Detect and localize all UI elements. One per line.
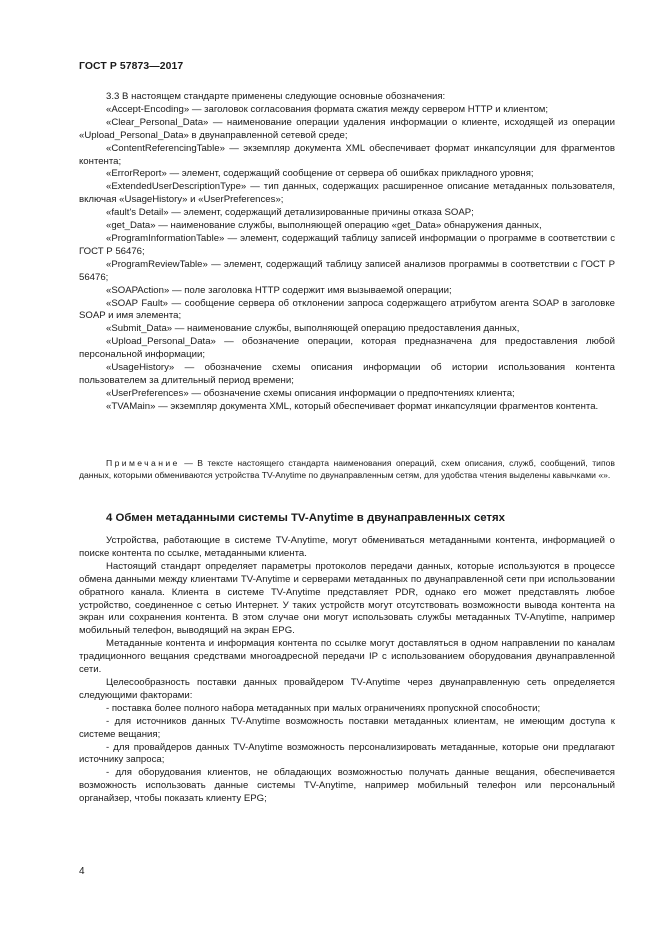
definition-item: «ContentReferencingTable» — экземпляр документа XML обеспечивает формат инкапсуляции для фрагментов контента; [79, 142, 615, 167]
factor-item: - для источников данных TV-Anytime возможность поставки метаданных клиентам, не имеющим доступа к системе вещания; [79, 715, 615, 740]
section-paragraph: Целесообразность поставки данных провайдером TV-Anytime через двунаправленную сеть определяется следующими факторами: [79, 676, 615, 701]
definition-item: «ProgramInformationTable» — элемент, содержащий таблицу записей информации о программе в соответствии с ГОСТ Р 56476; [79, 232, 615, 257]
note-paragraph [79, 458, 615, 481]
definition-item: «SOAPAction» — поле заголовка HTTP содержит имя вызываемой операции; [106, 284, 452, 296]
definition-item: «Submit_Data» — наименование службы, выполняющей операцию предоставления данных, [106, 323, 520, 335]
note-label: Примечание [106, 458, 180, 468]
definition-item: «TVAMain» — экземпляр документа XML, который обеспечивает формат инкапсуляции фрагментов контента. [106, 400, 599, 412]
definition-item: «fault's Detail» — элемент, содержащий детализированные причины отказа SOAP; [106, 207, 474, 219]
page-number: 4 [79, 866, 85, 877]
note [79, 458, 615, 481]
definition-item: «Upload_Personal_Data» — обозначение операции, которая предназначена для предоставления любой персональной информации; [79, 336, 615, 361]
definition-item: «ProgramReviewTable» — элемент, содержащий таблицу записей анализов программы в соответствии с ГОСТ Р 56476; [79, 258, 615, 283]
factor-item: - поставка более полного набора метаданных при малых ограничениях пропускной способности; [106, 702, 541, 714]
definition-item: «Accept-Encoding» — заголовок согласования формата сжатия между сервером HTTP и клиентом; [106, 103, 549, 115]
definitions-list [79, 91, 615, 414]
definition-item: «ExtendedUserDescriptionType» — тип данных, содержащих расширенное описание метаданных пользователя, включая «UsageHistory» и «UserPreferences»; [79, 181, 615, 206]
section-heading: 4 Обмен метаданными системы TV-Anytime в двунаправленных сетях [106, 512, 505, 524]
definition-item: «SOAP Fault» — сообщение сервера об отклонении запроса содержащего атрибутом агента SOAP в заголовке SOAP и имя элемента; [79, 297, 615, 322]
definition-item: «UsageHistory» — обозначение схемы описания информации об истории использования контента пользователем за длительный период времени; [79, 362, 615, 386]
section-body [79, 535, 615, 806]
factor-item: - для оборудования клиентов, не обладающих возможностью получать данные вещания, обеспечивается возможность использовать данные системы TV-Anytime, например мобильный телефон или персональный органайзер, чтобы показать клиенту EPG; [79, 767, 615, 805]
definitions-intro: 3.3 В настоящем стандарте применены следующие основные обозначения: [106, 91, 446, 102]
section-paragraph: Метаданные контента и информация контента по ссылке могут доставляться в одном направлении по каналам традиционного вещания средствами многоадресной передачи IP с использованием оборудования двунаправленной сети. [79, 638, 615, 676]
definition-item: «UserPreferences» — обозначение схемы описания информации о предпочтениях клиента; [106, 387, 515, 399]
definition-item: «Clear_Personal_Data» — наименование операции удаления информации о клиенте, исходящей из операции «Upload_Personal_Data» в двунаправленной сетевой среде; [79, 116, 615, 141]
section-paragraph: Настоящий стандарт определяет параметры протоколов передачи данных, которые используются в процессе обмена данными между клиентами TV-Anytime и серверами метаданных по двунаправленной сети при использовании обратного канала. Клиента в системе TV-Anytime представляет PDR, однако его может представлять любое устройство, соединенное с сетью Интернет. У таких устройств могут отсутствовать возможности вывода контента на экран или сохранения контента. В этом случае они могут использовать службы метаданных TV-Anytime, например мобильный телефон, выводящий на экран EPG. [79, 560, 615, 637]
definition-item: «ErrorReport» — элемент, содержащий сообщение от сервера об ошибках прикладного уровня; [106, 168, 534, 180]
page-header: ГОСТ Р 57873—2017 [79, 61, 184, 72]
section-paragraph: Устройства, работающие в системе TV-Anytime, могут обмениваться метаданными контента, информацией о поиске контента по ссылке, метаданными клиента. [79, 535, 615, 559]
factor-item: - для провайдеров данных TV-Anytime возможность персонализировать метаданные, которые они предлагают источнику запроса; [79, 741, 615, 766]
note-text: — В тексте настоящего стандарта наименования операций, схем описания, служб, сообщений, типов данных, которыми обмениваются устройства TV-Anytime по двунаправленным сетям, для удобства чтения выделены кавычками «». [79, 458, 615, 480]
definition-item: «get_Data» — наименование службы, выполняющей операцию «get_Data» обнаружения данных, [106, 220, 542, 232]
